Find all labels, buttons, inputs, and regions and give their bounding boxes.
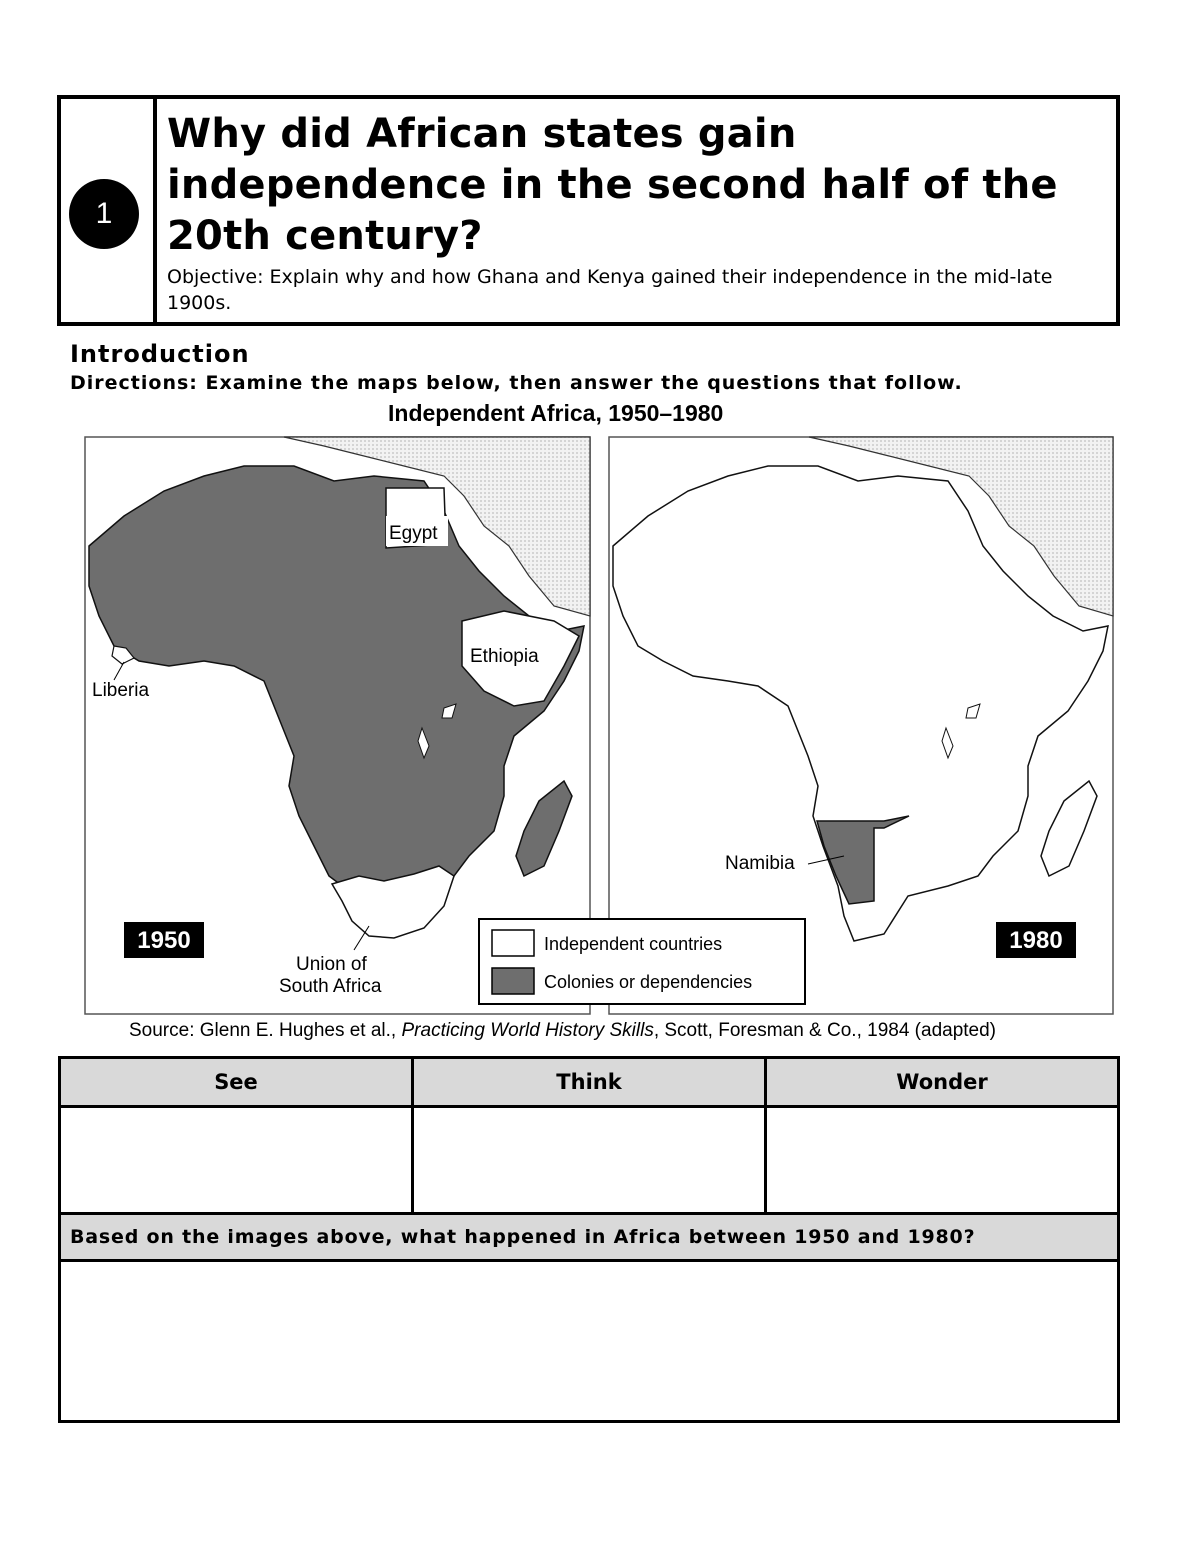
independence-maps (84, 436, 1116, 1016)
lesson-number-cell (61, 99, 157, 322)
map-title: Independent Africa, 1950–1980 (388, 400, 724, 426)
page-title: Why did African states gain independence in the second half of the 20th century? (167, 111, 1058, 259)
source-title: Practicing World History Skills (401, 1020, 654, 1041)
lesson-title-cell (157, 99, 1116, 322)
namibia-label: Namibia (725, 853, 795, 874)
summary-answer-cell[interactable] (60, 1261, 1119, 1422)
wonder-header: Wonder (766, 1058, 1119, 1107)
think-header: Think (413, 1058, 766, 1107)
directions-text: Directions: Examine the maps below, then answer the questions that follow. (70, 372, 963, 394)
map-legend (479, 919, 805, 1004)
map-source-citation (129, 1020, 996, 1042)
liberia-label: Liberia (92, 680, 150, 701)
year-1980-label: 1980 (1009, 927, 1063, 954)
summary-question: Based on the images above, what happened in Africa between 1950 and 1980? (60, 1214, 1119, 1261)
egypt-label: Egypt (389, 523, 438, 544)
see-header: See (60, 1058, 413, 1107)
legend-independent-label: Independent countries (544, 934, 723, 954)
see-think-wonder-table (58, 1056, 1120, 1423)
wonder-answer-cell[interactable] (766, 1107, 1119, 1214)
legend-colonies-swatch (492, 968, 534, 994)
see-answer-cell[interactable] (60, 1107, 413, 1214)
lesson-number-badge: 1 (69, 179, 139, 249)
year-1950-label: 1950 (137, 927, 191, 954)
source-suffix: , Scott, Foresman & Co., 1984 (adapted) (653, 1020, 997, 1041)
legend-colonies-label: Colonies or dependencies (544, 972, 753, 992)
think-answer-cell[interactable] (413, 1107, 766, 1214)
union-label-line2: South Africa (279, 976, 382, 997)
lesson-objective: Objective: Explain why and how Ghana and Kenya gained their independence in the mid-late 1900s. (167, 266, 1053, 314)
legend-independent-swatch (492, 930, 534, 956)
ethiopia-label: Ethiopia (470, 646, 539, 667)
union-label-line1: Union of (296, 954, 367, 975)
source-prefix: Source: Glenn E. Hughes et al., (129, 1020, 402, 1041)
introduction-heading: Introduction (70, 340, 250, 368)
lesson-header (57, 95, 1120, 326)
